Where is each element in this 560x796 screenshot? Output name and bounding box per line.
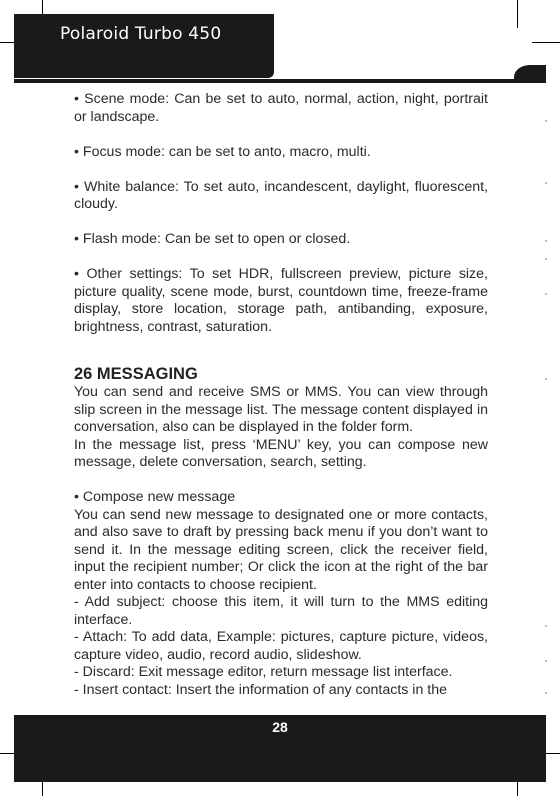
margin-dot	[545, 240, 547, 242]
margin-dot	[545, 692, 547, 694]
list-item-insert-contact: - Insert contact: Insert the information of any contacts in the	[74, 681, 448, 698]
messaging-menu-intro: In the message list, press ‘MENU’ key, you can compose new message, delete conversation, search, setting.	[74, 436, 488, 470]
margin-dot	[545, 625, 547, 627]
paragraph-other-settings: • Other settings: To set HDR, fullscreen preview, picture size, picture quality, scene mode, burst, countdown time, freeze-frame display, store location, storage path, antibanding, exposure, brightness, contrast, saturation.	[74, 266, 488, 335]
section-heading: 26 MESSAGING	[74, 365, 198, 383]
page-content	[74, 91, 488, 699]
margin-dot	[545, 258, 547, 260]
paragraph-white-balance: • White balance: To set auto, incandescent, daylight, fluorescent, cloudy.	[74, 178, 488, 212]
margin-dot	[545, 378, 547, 380]
paragraph-scene-mode: • Scene mode: Can be set to auto, normal, action, night, portrait or landscape.	[74, 91, 488, 125]
list-item-attach: - Attach: To add data, Example: pictures, capture picture, videos, capture video, audio, record audio, slideshow.	[74, 629, 488, 663]
header-tab	[514, 65, 546, 83]
header-rule	[14, 79, 546, 83]
paragraph-focus-mode: • Focus mode: can be set to anto, macro, multi.	[74, 143, 371, 160]
page-number: 28	[272, 719, 288, 735]
footer-bar	[14, 715, 546, 782]
list-item-discard: - Discard: Exit message editor, return message list interface.	[74, 664, 453, 680]
compose-title: • Compose new message	[74, 489, 236, 505]
crop-mark	[517, 0, 518, 28]
paragraph-flash-mode: • Flash mode: Can be set to open or closed.	[74, 231, 351, 247]
margin-dot	[545, 293, 547, 295]
list-item-add-subject: - Add subject: choose this item, it will turn to the MMS editing interface.	[74, 594, 488, 628]
margin-dot	[545, 120, 547, 122]
margin-dot	[545, 660, 547, 662]
margin-dot	[545, 182, 547, 184]
messaging-intro: You can send and receive SMS or MMS. You can view through slip screen in the message list. The message content displayed in conversation, also can be displayed in the folder form.	[74, 384, 488, 435]
page-title: Polaroid Turbo 450	[60, 24, 222, 44]
compose-body: You can send new message to designated one or more contacts, and also save to draft by pressing back menu if you don’t want to send it. In the message editing screen, click the receiver field, input the recipient number; Or click the icon at the right of the bar enter into contacts to choose recipient.	[74, 506, 488, 593]
crop-mark	[532, 42, 560, 43]
